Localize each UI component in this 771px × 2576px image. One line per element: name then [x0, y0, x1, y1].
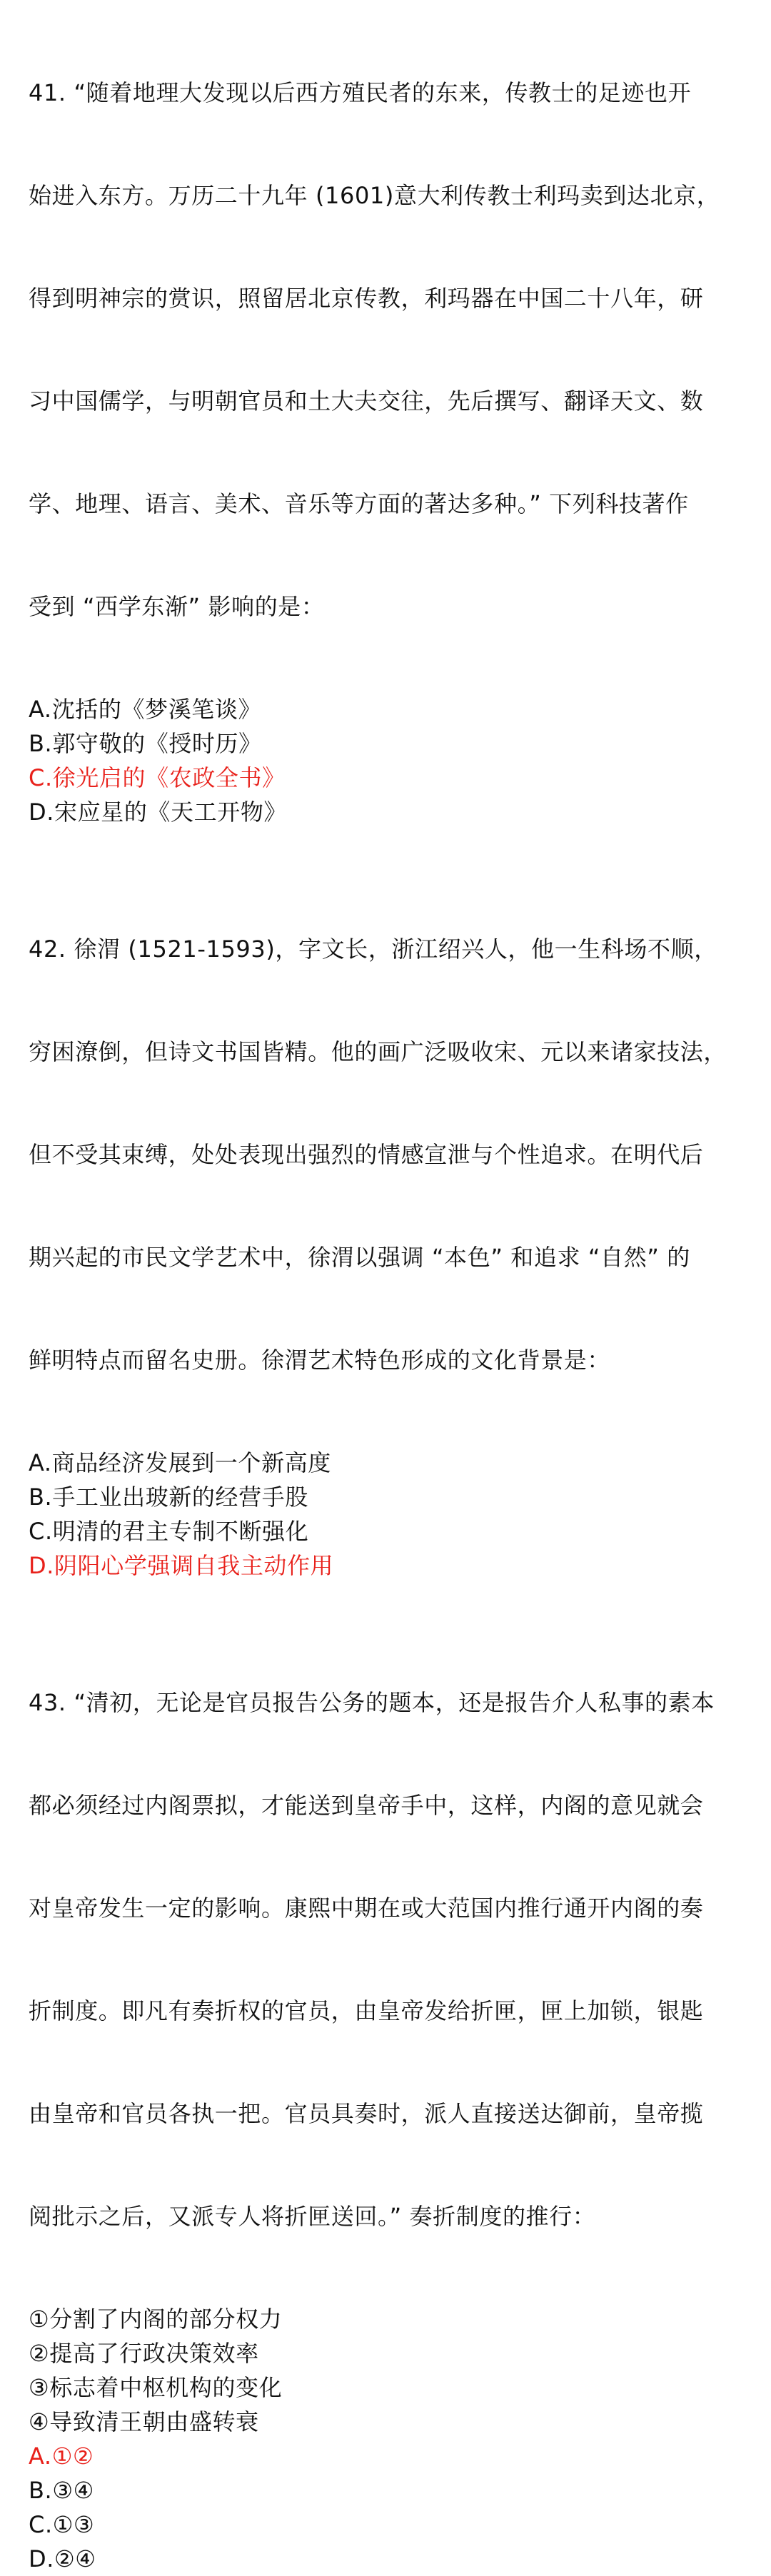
option-a: A.商品经济发展到一个新高度	[29, 1449, 331, 1476]
spacer	[29, 1583, 742, 1617]
statement-1: ①分割了内阁的部分权力	[29, 2306, 283, 2333]
option-b: B.手工业出玻新的经营手股	[29, 1484, 308, 1511]
stem-line: 41. “随着地理大发现以后西方殖民者的东来，传教士的足迹也开	[29, 79, 692, 106]
stem-line: 由皇帝和官员各执一把。官员具奏时，派人直接送达御前，皇帝揽	[29, 2100, 704, 2127]
question-stem	[29, 7, 742, 692]
question-43	[29, 1617, 742, 2576]
question-42	[29, 863, 742, 1583]
statement-3: ③标志着中枢机构的变化	[29, 2374, 283, 2401]
stem-line: 43. “清初，无论是官员报告公务的题本，还是报告介人私事的素本	[29, 1689, 715, 1716]
stem-line: 习中国儒学，与明朝官员和土大夫交往，先后撰写、翻译天文、数	[29, 387, 704, 415]
stem-line: 期兴起的市民文学艺术中，徐渭以强调 “本色” 和追求 “自然” 的	[29, 1244, 690, 1271]
option-c: C.①③	[29, 2511, 95, 2538]
stem-line: 鲜明特点而留名史册。徐渭艺术特色形成的文化背景是：	[29, 1347, 611, 1374]
option-b: B.郭守敬的《授时历》	[29, 730, 262, 757]
stem-line: 折制度。即凡有奏折权的官员，由皇帝发给折匣，匣上加锁，银匙	[29, 1997, 704, 2024]
stem-line: 得到明神宗的赏识，照留居北京传教，利玛器在中国二十八年，研	[29, 285, 704, 312]
stem-line: 始进入东方。万历二十九年 (1601)意大利传教士利玛卖到达北京，	[29, 182, 720, 209]
option-d: D.宋应星的《天工开物》	[29, 798, 288, 826]
stem-line: 学、地理、语言、美术、音乐等方面的著达多种。” 下列科技著作	[29, 490, 689, 517]
option-a-answer: A.①②	[29, 2443, 94, 2470]
stem-line: 42. 徐渭 (1521-1593)，字文长，浙江绍兴人，他一生科场不顺，	[29, 935, 717, 963]
question-stem	[29, 1617, 742, 2302]
question-stem	[29, 863, 742, 1446]
statement-4: ④导致清王朝由盛转衰	[29, 2408, 259, 2435]
option-a: A.沈括的《梦溪笔谈》	[29, 696, 262, 723]
stem-line: 都必须经过内阁票拟，才能送到皇帝手中，这样，内阁的意见就会	[29, 1792, 704, 1819]
statement-2: ②提高了行政决策效率	[29, 2340, 259, 2367]
stem-line: 阅批示之后，又派专人将折匣送回。” 奏折制度的推行：	[29, 2203, 596, 2230]
stem-line: 穷困潦倒，但诗文书国皆精。他的画广泛吸收宋、元以来诸家技法，	[29, 1038, 727, 1065]
option-c-answer: C.徐光启的《农政全书》	[29, 764, 286, 791]
stem-line: 对皇帝发生一定的影响。康熙中期在或大范国内推行通开内阁的奏	[29, 1895, 704, 1922]
option-b: B.③④	[29, 2477, 94, 2504]
question-41	[29, 7, 742, 829]
spacer	[29, 829, 742, 863]
option-d: D.②④	[29, 2545, 96, 2572]
stem-line: 受到 “西学东渐” 影响的是：	[29, 593, 325, 620]
option-c: C.明清的君主专制不断强化	[29, 1518, 309, 1545]
option-d-answer: D.阴阳心学强调自我主动作用	[29, 1552, 334, 1579]
stem-line: 但不受其束缚，处处表现出强烈的情感宣泄与个性追求。在明代后	[29, 1141, 704, 1168]
